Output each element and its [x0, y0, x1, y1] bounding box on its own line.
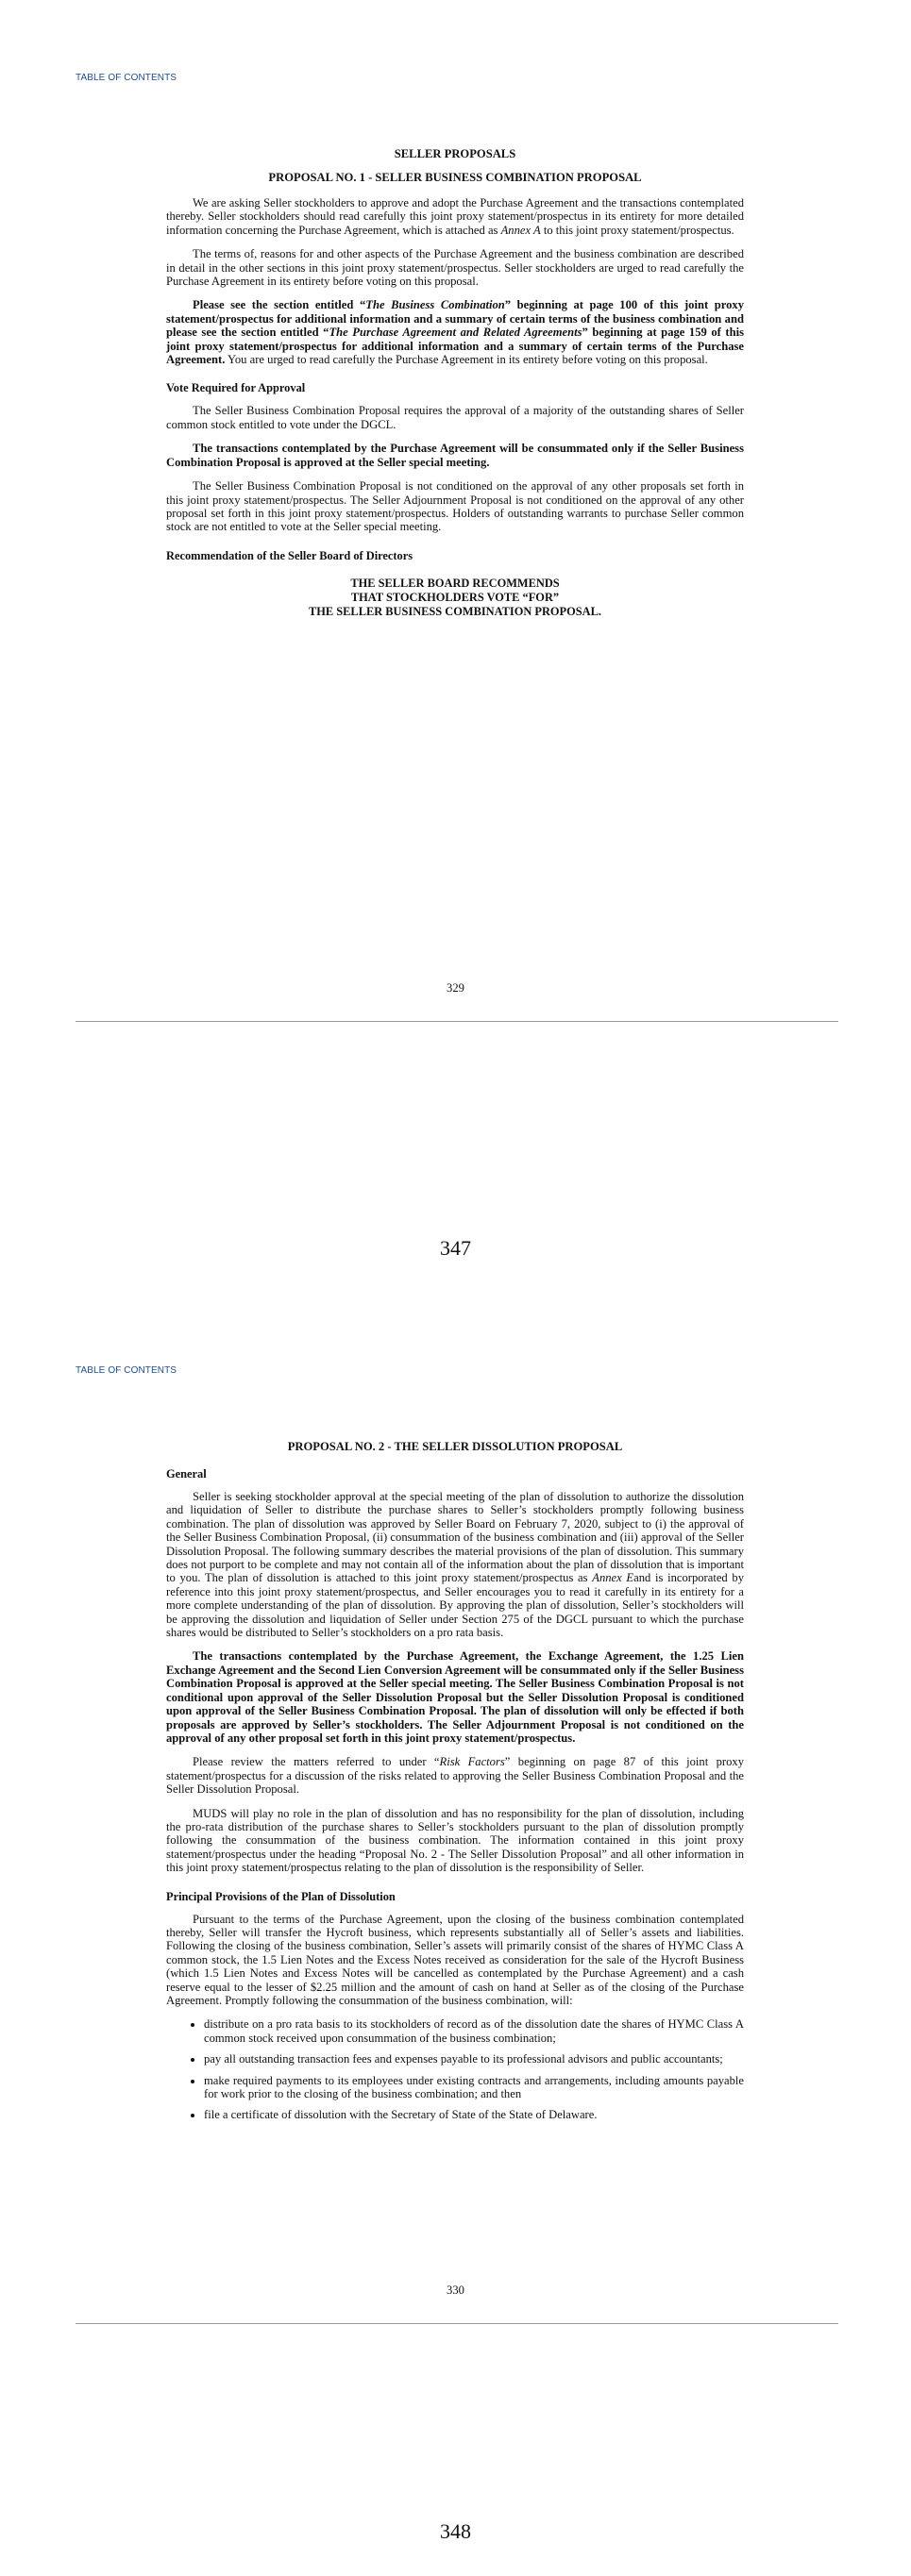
page-divider — [76, 2323, 838, 2324]
table-of-contents-link[interactable]: TABLE OF CONTENTS — [76, 73, 177, 83]
paragraph: Please see the section entitled “The Business Combination” beginning at page 100 of this joint proxy statement/prospectus for additional information and a summary of certain terms of the business combination and please see the section entitled “The Purchase Agreement and Related Agreements” beginning at page 159 of this joint proxy statement/prospectus for additional information and a summary of certain terms of the Purchase Agreement. You are urged to read carefully the Purchase Agreement in its entirety before voting on this proposal. — [166, 298, 745, 367]
list-item: • make required payments to its employees under existing contracts and arrangements, including amounts payable for work prior to the closing of the business combination; and then — [204, 2074, 744, 2101]
paragraph: We are asking Seller stockholders to approve and adopt the Purchase Agreement and the transactions contemplated thereby. Seller stockholders should read carefully this joint proxy statement/prospectus in its entirety for more detailed information concerning the Purchase Agreement, which is attached as Annex A to this joint proxy statement/prospectus. — [166, 196, 744, 237]
paragraph: Please review the matters referred to under “Risk Factors” beginning on page 87 of this joint proxy statement/prospectus for a discussion of the risks related to approving the Seller Business Combination Proposal and the Seller Dissolution Proposal. — [166, 1755, 744, 1797]
page-number: 329 — [447, 981, 464, 995]
paragraph: The transactions contemplated by the Purchase Agreement, the Exchange Agreement, the 1.25 Lien Exchange Agreement and the Second Lien Conversion Agreement will be consummated only if the Seller Business Combination Proposal is approved at the Seller special meeting. The Seller Business Combination Proposal is not conditional upon approval of the Seller Dissolution Proposal but the Seller Dissolution Proposal is conditioned upon approval of the Seller Business Combination Proposal. The plan of dissolution will only be effected if both proposals are approved by Seller’s stockholders. The Seller Adjournment Proposal is not conditioned on the approval of any other proposal set forth in this joint proxy statement/prospectus. — [166, 1649, 744, 1745]
list-item: • pay all outstanding transaction fees and expenses payable to its professional advisors and public accountants; — [204, 2052, 744, 2066]
general-heading: General — [166, 1467, 207, 1480]
principal-provisions-heading: Principal Provisions of the Plan of Dissolution — [166, 1889, 396, 1903]
list-item: • file a certificate of dissolution with the Secretary of State of the State of Delaware. — [204, 2108, 744, 2121]
pdf-page-number: 347 — [440, 1236, 471, 1260]
paragraph: Seller is seeking stockholder approval at the special meeting of the plan of dissolution to authorize the dissolution and liquidation of Seller to distribute the purchase shares to Seller’s stockholders promptly following business combination. The plan of dissolution was approved by Seller Board on February 7, 2020, subject to (i) the approval of the Seller Business Combination Proposal, (ii) consummation of the business combination and (iii) approval of the Seller Dissolution Proposal. The following summary describes the material provisions of the plan of dissolution. This summary does not purport to be complete and may not contain all of the information about the plan of dissolution that is important to you. The plan of dissolution is attached to this joint proxy statement/prospectus as Annex Eand is incorporated by reference into this joint proxy statement/prospectus, and Seller encourages you to read it carefully in its entirety for a more complete understanding of the plan of dissolution. By approving the plan of dissolution, Seller’s stockholders will be approving the dissolution and liquidation of Seller under Section 275 of the DGCL pursuant to which the purchase shares would be distributed to Seller’s stockholders on a pro rata basis. — [166, 1490, 744, 1640]
section-heading: SELLER PROPOSALS — [394, 147, 516, 160]
dissolution-steps-list — [166, 2017, 744, 2121]
list-item: • distribute on a pro rata basis to its stockholders of record as of the dissolution date the shares of HYMC Class A common stock received upon consummation of the business combination; — [204, 2017, 744, 2045]
vote-required-heading: Vote Required for Approval — [166, 381, 306, 395]
proposal-2-title: PROPOSAL NO. 2 - THE SELLER DISSOLUTION PROPOSAL — [287, 1440, 623, 1453]
paragraph: Pursuant to the terms of the Purchase Agreement, upon the closing of the business combination contemplated thereby, Seller will transfer the Hycroft business, which represents substantially all of Seller’s assets and liabilities. Following the closing of the business combination, Seller’s assets will primarily consist of the shares of HYMC Class A common stock, the 1.5 Lien Notes and the Excess Notes received as consideration for the sale of the Hycroft Business (which 1.5 Lien Notes and Excess Notes will be cancelled as contemplated by the Purchase Agreement) and a cash reserve equal to the lesser of $2.25 million and the amount of cash on hand at Seller as of the closing of the Purchase Agreement. Promptly following the consummation of the business combination, will: — [166, 1912, 744, 2007]
page-329-content — [166, 147, 744, 619]
page-divider — [76, 1021, 838, 1022]
paragraph: MUDS will play no role in the plan of dissolution and has no responsibility for the plan of dissolution, including the pro-rata distribution of the purchase shares to Seller’s stockholders pursuant to the plan of dissolution promptly following the consummation of the business combination. The information contained in this joint proxy statement/prospectus under the heading “Proposal No. 2 - The Seller Dissolution Proposal” and all other information in this joint proxy statement/prospectus relating to the plan of dissolution is the responsibility of Seller. — [166, 1806, 744, 1875]
proposal-1-title: PROPOSAL NO. 1 - SELLER BUSINESS COMBINATION PROPOSAL — [268, 171, 642, 184]
table-of-contents-link[interactable]: TABLE OF CONTENTS — [76, 1365, 177, 1376]
paragraph: The Seller Business Combination Proposal is not conditioned on the approval of any other proposals set forth in this joint proxy statement/prospectus. The Seller Adjournment Proposal is not conditioned on the approval of any other proposal set forth in this joint proxy statement/prospectus. Holders of outstanding warrants to purchase Seller common stock are not entitled to vote at the Seller special meeting. — [166, 479, 744, 534]
paragraph: The Seller Business Combination Proposal requires the approval of a majority of the outstanding shares of Seller common stock entitled to vote under the DGCL. — [166, 404, 744, 431]
paragraph: The terms of, reasons for and other aspects of the Purchase Agreement and the business combination are described in detail in the other sections in this joint proxy statement/prospectus. Seller stockholders are urged to read carefully the Purchase Agreement in its entirety before voting on this proposal. — [166, 247, 744, 289]
paragraph: The transactions contemplated by the Purchase Agreement will be consummated only if the Seller Business Combination Proposal is approved at the Seller special meeting. — [166, 442, 744, 469]
page-330-content — [166, 1440, 744, 2130]
page-number: 330 — [447, 2283, 464, 2297]
recommendation-heading: Recommendation of the Seller Board of Directors — [166, 548, 413, 562]
board-recommendation: THE SELLER BOARD RECOMMENDS THAT STOCKHOLDERS VOTE “FOR” THE SELLER BUSINESS COMBINATION PROPOSAL. — [309, 576, 601, 618]
pdf-page-number: 348 — [440, 2519, 471, 2543]
